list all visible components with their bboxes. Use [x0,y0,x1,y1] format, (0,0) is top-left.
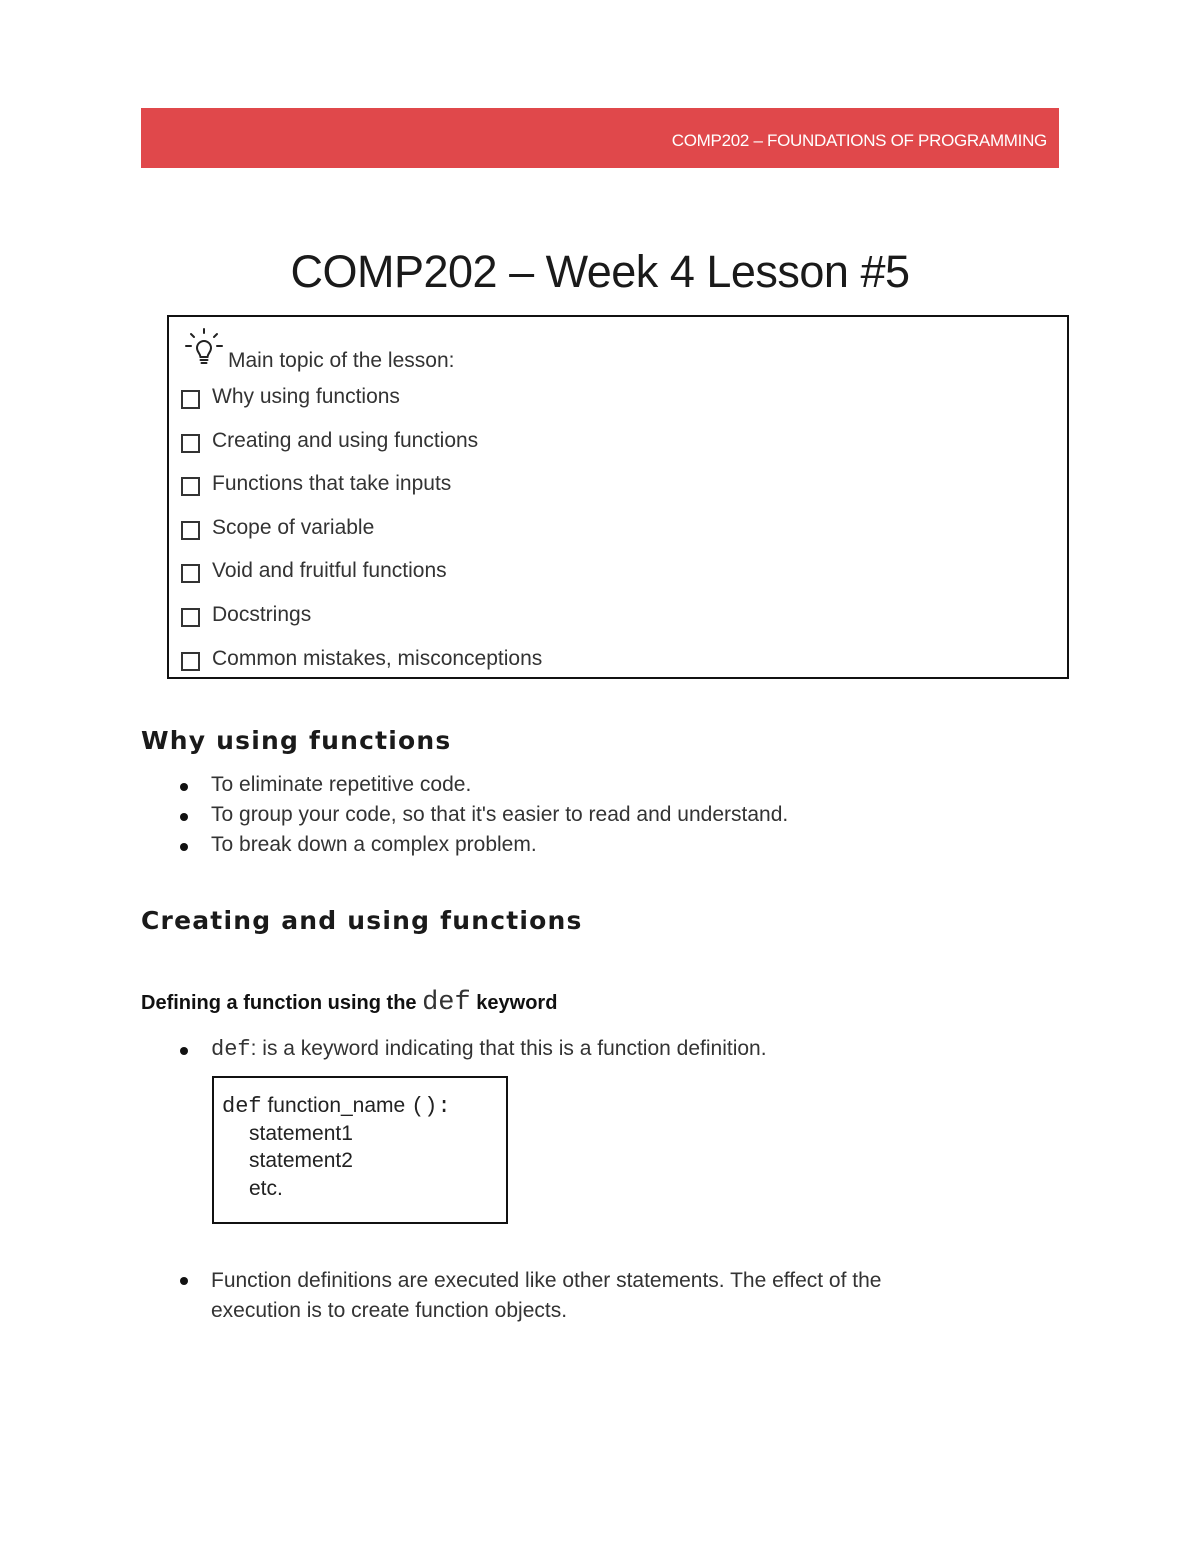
checkbox-icon[interactable] [181,564,200,583]
topic-label: Creating and using functions [212,428,479,452]
topic-label: Functions that take inputs [212,472,452,496]
checkbox-icon[interactable] [181,521,200,540]
bullet-dot-icon [180,813,188,821]
bullet-dot-icon [180,1047,188,1055]
checkbox-icon[interactable] [181,390,200,409]
code-statement: statement2 [249,1149,353,1172]
topic-label: Common mistakes, misconceptions [212,646,543,670]
banner-text: COMP202 – FOUNDATIONS OF PROGRAMMING [671,131,1047,150]
list-item: To break down a complex problem. [178,833,788,863]
list-item: To group your code, so that it's easier to read and understand. [178,803,788,833]
def-keyword-code: def [422,988,471,1018]
code-statement: etc. [249,1177,283,1200]
checkbox-icon[interactable] [181,652,200,671]
subheading-def: Defining a function using the def keyword [141,988,558,1018]
topic-heading: Main topic of the lesson: [228,349,455,372]
list-item: def: is a keyword indicating that this is a function definition. [178,1037,767,1067]
section-heading-creating: Creating and using functions [141,906,583,935]
effect-bullet-list [178,1266,881,1326]
checkbox-icon[interactable] [181,434,200,453]
topic-label: Void and fruitful functions [212,559,447,583]
code-box [212,1076,508,1224]
topic-box [167,315,1069,679]
lightbulb-icon [183,327,225,369]
bullet-dot-icon [180,783,188,791]
bullet-dot-icon [180,1277,188,1285]
code-statement: statement1 [249,1122,353,1145]
bullet-dot-icon [180,843,188,851]
list-item: Function definitions are executed like other statements. The effect of the execution is to create function objects. [178,1266,881,1326]
why-bullet-list [178,773,788,863]
code-signature: def function_name (): [222,1094,451,1119]
def-bullet-list [178,1037,767,1067]
topic-label: Why using functions [212,385,400,408]
checkbox-icon[interactable] [181,477,200,496]
topic-label: Scope of variable [212,515,375,539]
header-banner [141,108,1059,168]
section-heading-why: Why using functions [141,726,452,755]
page-title: COMP202 – Week 4 Lesson #5 [290,246,910,297]
checkbox-icon[interactable] [181,608,200,627]
topic-label: Docstrings [212,602,312,626]
list-item: To eliminate repetitive code. [178,773,788,803]
